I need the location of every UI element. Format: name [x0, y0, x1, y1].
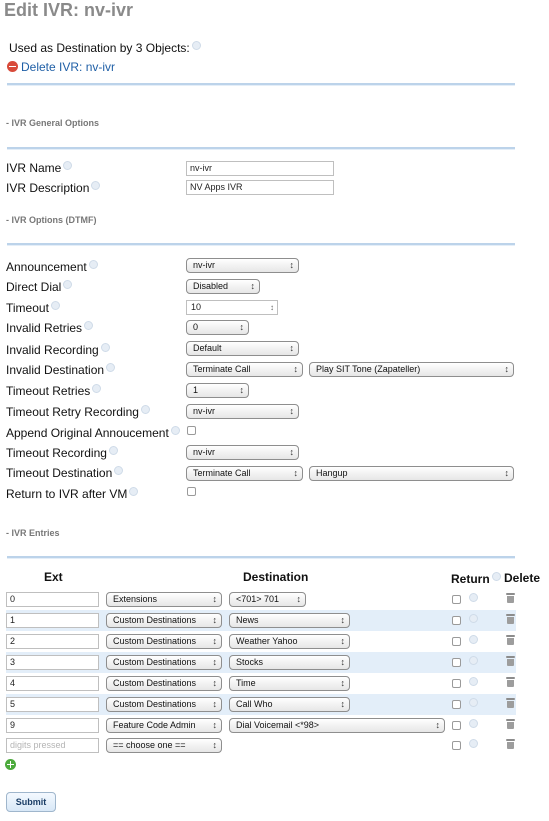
help-icon[interactable]	[469, 635, 478, 644]
entry-return-checkbox[interactable]	[452, 658, 461, 667]
invalid-destination-type-select[interactable]: Terminate Call ↕	[186, 362, 303, 377]
entry-destination-target-select[interactable]: News ↕	[229, 613, 350, 628]
column-header-ext: Ext	[44, 570, 63, 584]
column-header-return-text: Return	[451, 572, 490, 586]
direct-dial-select[interactable]: Disabled ↕	[186, 279, 260, 294]
append-original-label	[6, 426, 180, 440]
help-icon[interactable]	[101, 343, 110, 352]
timeout-retries-select[interactable]: 1 ↕	[186, 383, 249, 398]
ivr-description-label	[6, 181, 100, 195]
ivr-description-input[interactable]: NV Apps IVR	[186, 180, 334, 195]
timeout-destination-target-select[interactable]: Hangup ↕	[309, 466, 514, 481]
timeout-recording-label	[6, 446, 118, 460]
help-icon[interactable]	[492, 572, 501, 581]
section-dtmf-options: - IVR Options (DTMF)	[6, 215, 97, 225]
entry-destination-target-select[interactable]: Weather Yahoo ↕	[229, 634, 350, 649]
invalid-recording-label-text: Invalid Recording	[6, 343, 99, 357]
invalid-retries-label-text: Invalid Retries	[6, 321, 83, 335]
divider	[7, 556, 515, 559]
invalid-destination-label	[6, 363, 115, 377]
submit-button[interactable]: Submit	[6, 792, 56, 812]
new-entry-ext-input[interactable]: digits pressed	[6, 738, 99, 753]
timeout-retries-label-text: Timeout Retries	[6, 384, 91, 398]
column-header-destination: Destination	[243, 570, 309, 584]
entry-return-checkbox[interactable]	[452, 700, 461, 709]
help-icon[interactable]	[89, 260, 98, 269]
help-icon[interactable]	[469, 677, 478, 686]
invalid-recording-select[interactable]: Default ↕	[186, 341, 299, 356]
new-entry-destination-select[interactable]: == choose one == ↕	[106, 738, 222, 753]
trash-icon[interactable]	[506, 614, 515, 624]
divider	[7, 83, 515, 86]
help-icon[interactable]	[469, 614, 478, 623]
divider	[7, 147, 515, 150]
entry-ext-input[interactable]: 1	[6, 613, 99, 628]
help-icon[interactable]	[51, 301, 60, 310]
entry-destination-type-select[interactable]: Custom Destinations ↕	[106, 676, 222, 691]
announcement-label-text: Announcement	[6, 260, 87, 274]
direct-dial-label-text: Direct Dial	[6, 280, 62, 294]
help-icon[interactable]	[63, 280, 72, 289]
column-header-return	[451, 572, 501, 586]
append-original-label-text: Append Original Annoucement	[6, 426, 169, 440]
help-icon[interactable]	[84, 321, 93, 330]
used-as-destination-label: Used as Destination by 3 Objects:	[9, 41, 190, 55]
new-entry-return-checkbox[interactable]	[452, 741, 461, 750]
help-icon[interactable]	[469, 656, 478, 665]
entry-destination-target-select[interactable]: Time ↕	[229, 676, 350, 691]
ivr-name-label-text: IVR Name	[6, 161, 62, 175]
delete-icon[interactable]	[7, 61, 18, 72]
entry-ext-input[interactable]: 3	[6, 655, 99, 670]
timeout-retry-recording-label-text: Timeout Retry Recording	[6, 405, 139, 419]
return-after-vm-label-text: Return to IVR after VM	[6, 487, 128, 501]
delete-ivr-row[interactable]	[7, 59, 115, 74]
help-icon[interactable]	[109, 446, 118, 455]
help-icon[interactable]	[141, 405, 150, 414]
entry-return-checkbox[interactable]	[452, 616, 461, 625]
invalid-retries-label	[6, 321, 93, 335]
invalid-destination-label-text: Invalid Destination	[6, 363, 105, 377]
section-general-options: - IVR General Options	[6, 118, 100, 128]
entry-ext-input[interactable]: 5	[6, 697, 99, 712]
return-after-vm-checkbox[interactable]	[187, 487, 196, 496]
entry-destination-target-select[interactable]: Stocks ↕	[229, 655, 350, 670]
entry-destination-type-select[interactable]: Feature Code Admin ↕	[106, 718, 222, 733]
entry-destination-type-select[interactable]: Custom Destinations ↕	[106, 655, 222, 670]
timeout-retries-label	[6, 384, 101, 398]
trash-icon[interactable]	[506, 677, 515, 687]
help-icon[interactable]	[469, 719, 478, 728]
used-as-destination-text	[9, 41, 201, 55]
trash-icon[interactable]	[506, 635, 515, 645]
entry-ext-input[interactable]: 9	[6, 718, 99, 733]
timeout-stepper[interactable]: 10 ↕	[186, 300, 278, 315]
ivr-name-label	[6, 161, 72, 175]
announcement-select[interactable]: nv-ivr ↕	[186, 258, 299, 273]
entry-return-checkbox[interactable]	[452, 595, 461, 604]
page-title: Edit IVR: nv-ivr	[4, 0, 134, 20]
timeout-retry-recording-select[interactable]: nv-ivr ↕	[186, 404, 299, 419]
entry-destination-type-select[interactable]: Extensions ↕	[106, 592, 222, 607]
help-icon[interactable]	[92, 384, 101, 393]
help-icon[interactable]	[469, 739, 478, 748]
timeout-recording-select[interactable]: nv-ivr ↕	[186, 445, 299, 460]
help-icon[interactable]	[114, 466, 123, 475]
timeout-retry-recording-label	[6, 405, 150, 419]
help-icon[interactable]	[63, 161, 72, 170]
append-original-checkbox[interactable]	[187, 426, 196, 435]
help-icon[interactable]	[91, 181, 100, 190]
help-icon[interactable]	[469, 593, 478, 602]
entry-destination-type-select[interactable]: Custom Destinations ↕	[106, 613, 222, 628]
entry-destination-type-select[interactable]: Custom Destinations ↕	[106, 697, 222, 712]
trash-icon[interactable]	[506, 698, 515, 708]
entry-ext-input[interactable]: 2	[6, 634, 99, 649]
trash-icon[interactable]	[506, 656, 515, 666]
entry-destination-target-select[interactable]: Dial Voicemail <*98> ↕	[229, 718, 445, 733]
timeout-label	[6, 301, 60, 315]
timeout-destination-label-text: Timeout Destination	[6, 466, 113, 480]
direct-dial-label	[6, 280, 72, 294]
invalid-recording-label	[6, 343, 110, 357]
trash-icon[interactable]	[506, 719, 515, 729]
timeout-recording-label-text: Timeout Recording	[6, 446, 107, 460]
section-ivr-entries: - IVR Entries	[6, 528, 60, 538]
add-entry-icon[interactable]	[5, 759, 16, 770]
help-icon[interactable]	[469, 698, 478, 707]
help-icon[interactable]	[171, 426, 180, 435]
invalid-destination-target-select[interactable]: Play SIT Tone (Zapateller) ↕	[309, 362, 514, 377]
help-icon[interactable]	[106, 363, 115, 372]
entry-return-checkbox[interactable]	[452, 637, 461, 646]
entry-return-checkbox[interactable]	[452, 679, 461, 688]
timeout-destination-label	[6, 466, 123, 480]
timeout-label-text: Timeout	[6, 301, 49, 315]
help-icon[interactable]	[129, 487, 138, 496]
announcement-label	[6, 260, 98, 274]
invalid-retries-select[interactable]: 0 ↕	[186, 320, 249, 335]
entry-destination-type-select[interactable]: Custom Destinations ↕	[106, 634, 222, 649]
entry-ext-input[interactable]: 0	[6, 592, 99, 607]
help-icon[interactable]	[192, 41, 201, 50]
timeout-destination-type-select[interactable]: Terminate Call ↕	[186, 466, 303, 481]
delete-ivr-link[interactable]: Delete IVR: nv-ivr	[21, 59, 116, 74]
ivr-description-label-text: IVR Description	[6, 181, 90, 195]
entry-ext-input[interactable]: 4	[6, 676, 99, 691]
entry-return-checkbox[interactable]	[452, 721, 461, 730]
return-after-vm-label	[6, 487, 138, 501]
trash-icon[interactable]	[506, 593, 515, 603]
ivr-name-input[interactable]: nv-ivr	[186, 161, 334, 176]
entry-destination-target-select[interactable]: Call Who ↕	[229, 697, 350, 712]
entry-destination-target-select[interactable]: <701> 701 ↕	[229, 592, 306, 607]
column-header-delete: Delete	[504, 571, 541, 585]
divider	[7, 243, 515, 246]
trash-icon[interactable]	[506, 739, 515, 749]
